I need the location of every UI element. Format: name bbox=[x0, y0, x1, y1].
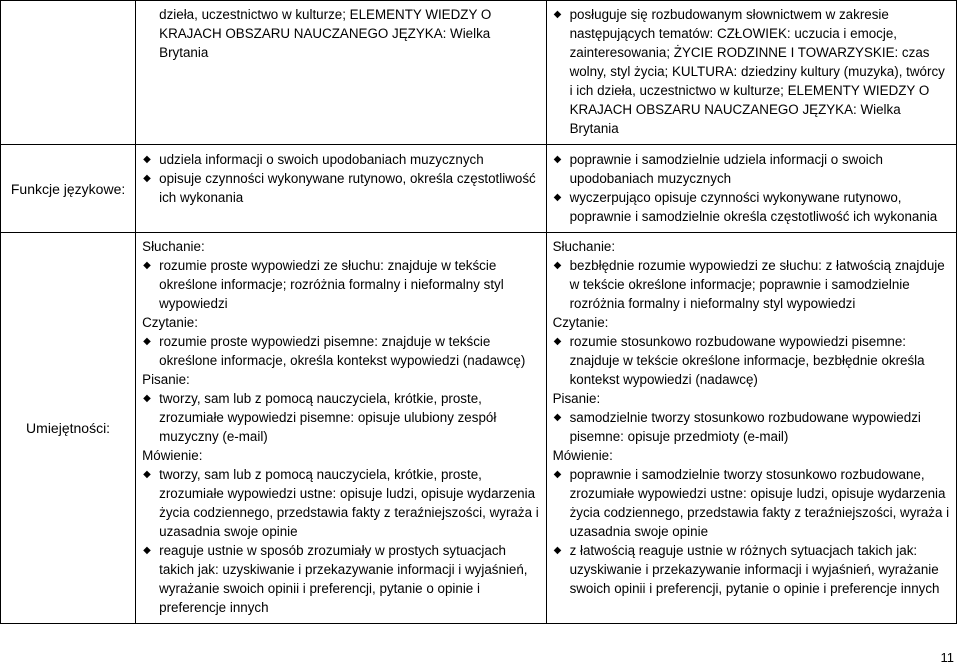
row-label-cell bbox=[1, 1, 136, 145]
section-heading: Słuchanie: bbox=[552, 239, 616, 254]
list-item: ◆ bezbłędnie rozumie wypowiedzi ze słuchu: z łatwością znajduje w tekście określone informacje; poprawnie i samodzielnie rozróżnia formalny i nieformalny styl wypowiedzi bbox=[553, 256, 950, 313]
section-heading: Czytanie: bbox=[552, 315, 609, 330]
list-item: ◆ udziela informacji o swoich upodobaniach muzycznych bbox=[142, 150, 539, 169]
table-row bbox=[1, 1, 957, 145]
section-heading: Słuchanie: bbox=[142, 239, 205, 254]
section-heading: Mówienie: bbox=[552, 448, 613, 463]
list-item: ◆ rozumie proste wypowiedzi ze słuchu: znajduje w tekście określone informacje; rozróżnia formalny i nieformalny styl wypowiedzi bbox=[142, 256, 539, 313]
section-heading: Pisanie: bbox=[142, 372, 190, 387]
table-cell bbox=[546, 233, 956, 624]
list-item: ◆ posługuje się rozbudowanym słownictwem w zakresie następujących tematów: CZŁOWIEK: uczucia i emocje, zainteresowania; ŻYCIE RODZINNE I TOWARZYSKIE: czas wolny, styl życia; KULTURA: dziedziny kultury (muzyka), twórcy i ich dzieła, uczestnictwo w kulturze; ELEMENTY WIEDZY O KRAJACH OBSZARU NAUCZANEGO JĘZYKA: Wielka Brytania bbox=[553, 5, 950, 138]
list-item: ◆ samodzielnie tworzy stosunkowo rozbudowane wypowiedzi pisemne: opisuje przedmioty (e-mail) bbox=[553, 408, 950, 446]
list-item: ◆ reaguje ustnie w sposób zrozumiały w prostych sytuacjach takich jak: uzyskiwanie i przekazywanie informacji i wyjaśnień, wyrażanie swoich opinii i preferencji, pytanie o opinie i preferencje innych bbox=[142, 541, 539, 617]
row-label: Funkcje językowe: bbox=[1, 145, 136, 233]
table-cell bbox=[546, 1, 956, 145]
section-heading: Czytanie: bbox=[142, 315, 198, 330]
list-item: ◆ tworzy, sam lub z pomocą nauczyciela, krótkie, proste, zrozumiałe wypowiedzi pisemne: opisuje ulubiony zespół muzyczny (e-mail) bbox=[142, 389, 539, 446]
table-cell bbox=[136, 233, 546, 624]
section-heading: Pisanie: bbox=[552, 391, 601, 406]
table-row bbox=[1, 233, 957, 624]
table-cell bbox=[136, 145, 546, 233]
list-item: ◆ rozumie proste wypowiedzi pisemne: znajduje w tekście określone informacje, określa kontekst wypowiedzi (nadawcę) bbox=[142, 332, 539, 370]
list-item: ◆ z łatwością reaguje ustnie w różnych sytuacjach takich jak: uzyskiwanie i przekazywanie informacji i wyjaśnień, wyrażanie swoich opinii i preferencji, pytanie o opinie i preferencje innych bbox=[553, 541, 950, 598]
row-label: Umiejętności: bbox=[1, 233, 136, 624]
list-item: ◆ opisuje czynności wykonywane rutynowo, określa częstotliwość ich wykonania bbox=[142, 169, 539, 207]
list-item: ◆ poprawnie i samodzielnie tworzy stosunkowo rozbudowane, zrozumiałe wypowiedzi ustne: opisuje ludzi, opisuje wydarzenia życia codziennego, przedstawia fakty z teraźniejszości, wyraża i uzasadnia swoje opinie bbox=[553, 465, 950, 541]
list-item: ◆ poprawnie i samodzielnie udziela informacji o swoich upodobaniach muzycznych bbox=[553, 150, 950, 188]
table-cell bbox=[546, 145, 956, 233]
table-cell bbox=[136, 1, 546, 145]
table-row bbox=[1, 145, 957, 233]
page-number: 11 bbox=[940, 650, 954, 665]
cell-text: dzieła, uczestnictwo w kulturze; ELEMENTY WIEDZY O KRAJACH OBSZARU NAUCZANEGO JĘZYKA: Wielka Brytania bbox=[159, 7, 492, 60]
list-item: ◆ rozumie stosunkowo rozbudowane wypowiedzi pisemne: znajduje w tekście określone informacje, bezbłędnie określa kontekst wypowiedzi (nadawcę) bbox=[553, 332, 950, 389]
list-item: ◆ tworzy, sam lub z pomocą nauczyciela, krótkie, proste, zrozumiałe wypowiedzi ustne: opisuje ludzi, opisuje wydarzenia życia codziennego, przedstawia fakty z teraźniejszości, wyraża i uzasadnia swoje opinie bbox=[142, 465, 539, 541]
section-heading: Mówienie: bbox=[142, 448, 203, 463]
list-item: ◆ wyczerpująco opisuje czynności wykonywane rutynowo, poprawnie i samodzielnie określa częstotliwość ich wykonania bbox=[553, 188, 950, 226]
